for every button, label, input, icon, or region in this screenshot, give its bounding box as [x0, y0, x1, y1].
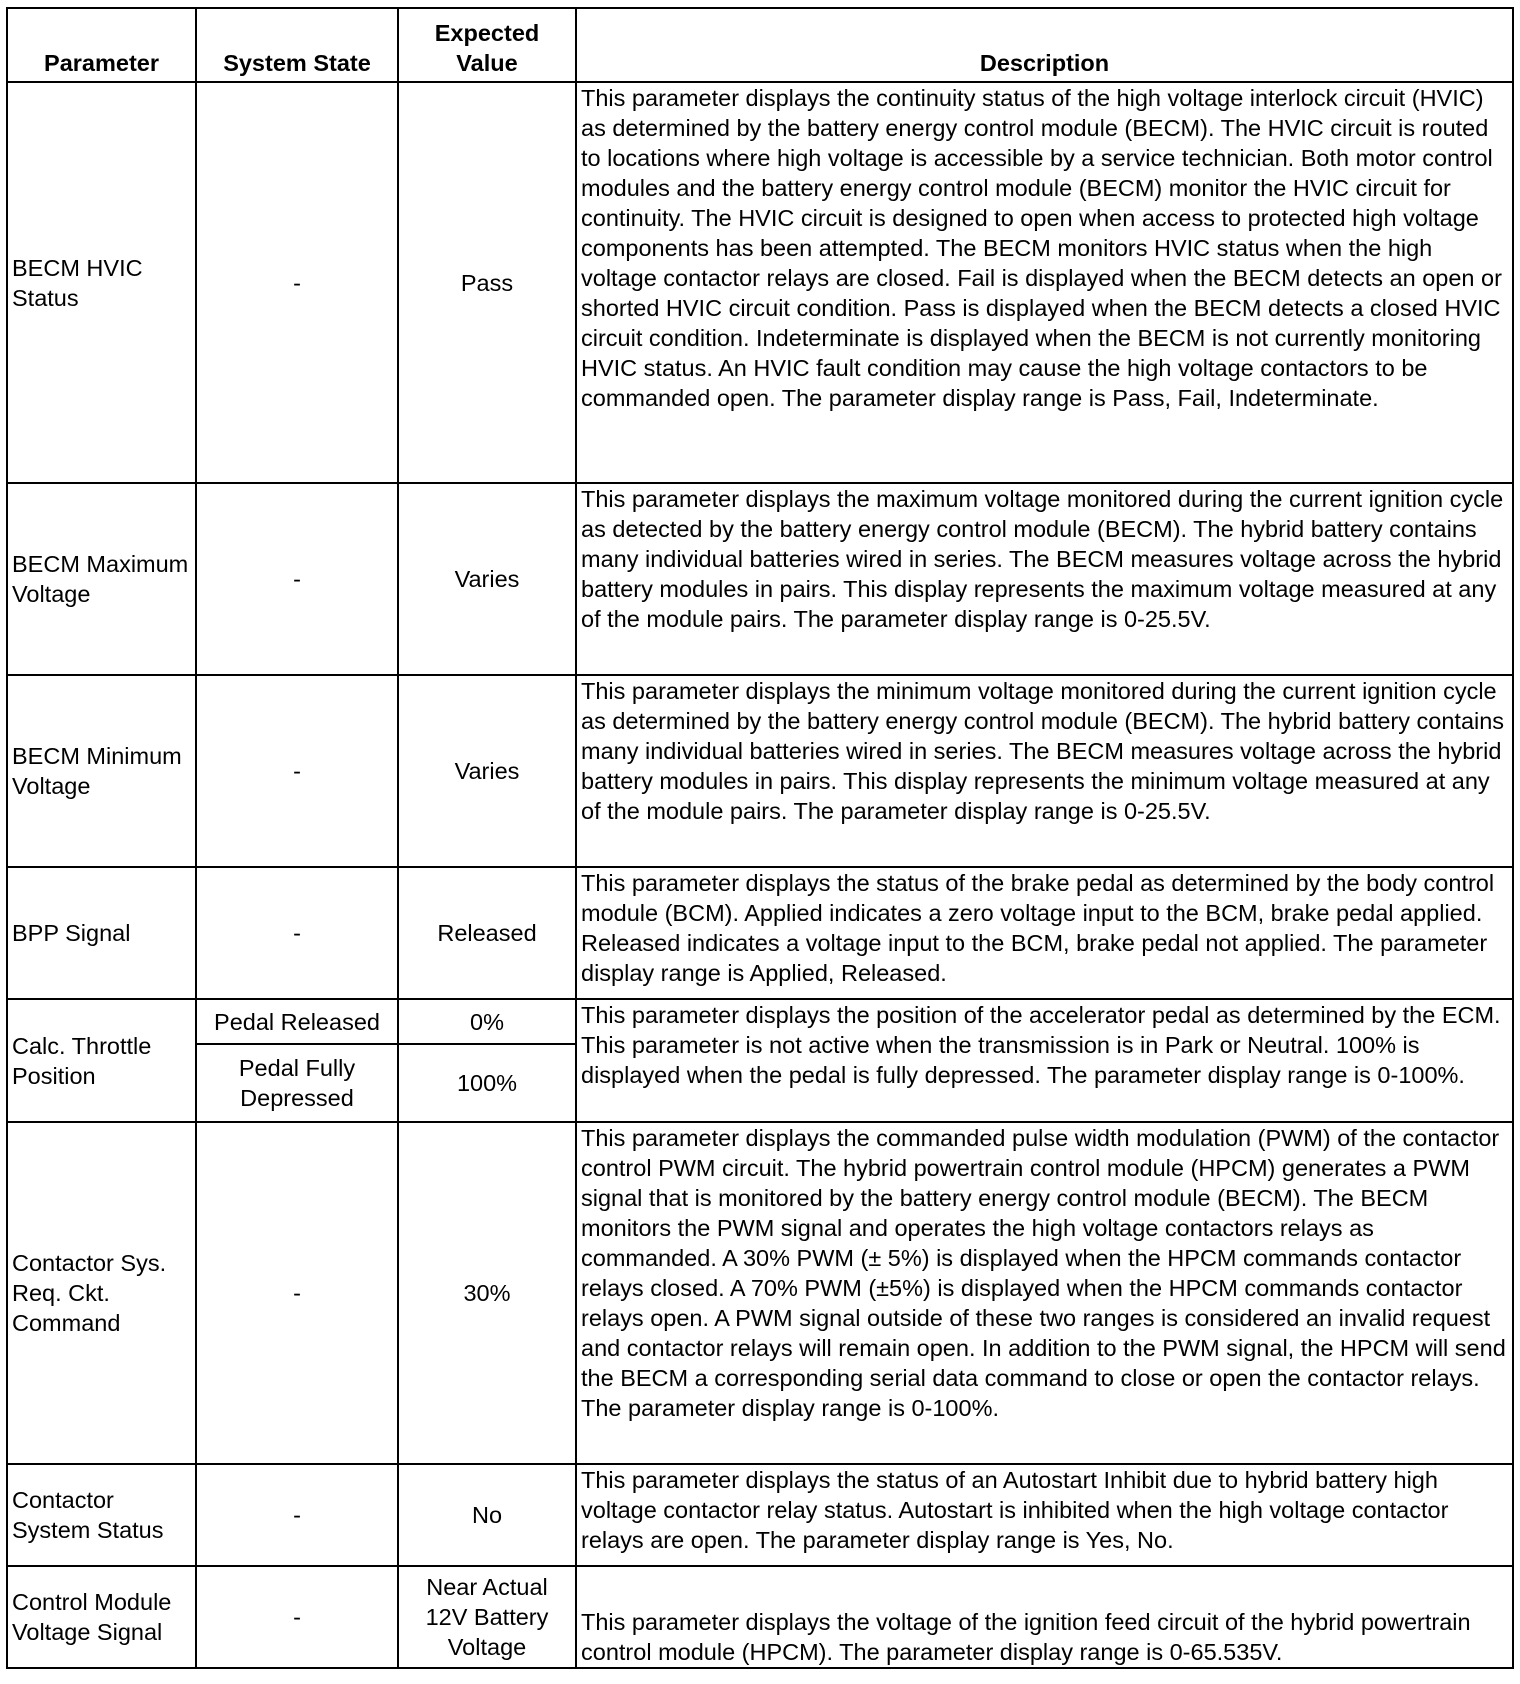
- parameter-table: [6, 7, 1514, 1669]
- header-expected-value-line2: Value: [456, 50, 518, 76]
- parameter-cell: BPP Signal: [7, 867, 196, 999]
- table-body: [7, 82, 1513, 1668]
- expected-value-cell: Released: [398, 867, 576, 999]
- table-row: [7, 1566, 1513, 1668]
- description-cell: This parameter displays the continuity status of the high voltage interlock circuit (HVIC) as determined by the battery energy control module (BECM). The HVIC circuit is routed to locations where high voltage is accessible by a service technician. Both motor control modules and the battery energy control module (BECM) monitor the HVIC circuit for continuity. The HVIC circuit is designed to open when access to protected high voltage components has been attempted. The BECM monitors HVIC status when the high voltage contactor relays are closed. Fail is displayed when the BECM detects an open or shorted HVIC circuit condition. Pass is displayed when the BECM detects a closed HVIC circuit condition. Indeterminate is displayed when the BECM is not currently monitoring HVIC status. An HVIC fault condition may cause the high voltage contactors to be commanded open. The parameter display range is Pass, Fail, Indeterminate.: [576, 82, 1513, 483]
- table-row: [7, 867, 1513, 999]
- table-row: [7, 999, 1513, 1044]
- description-cell: This parameter displays the position of the accelerator pedal as determined by the ECM. This parameter is not active when the transmission is in Park or Neutral. 100% is displayed when the pedal is fully depressed. The parameter display range is 0-100%.: [576, 999, 1513, 1122]
- system-state-cell: -: [196, 867, 398, 999]
- header-row: [7, 8, 1513, 82]
- expected-value-cell: Varies: [398, 483, 576, 675]
- table-row: [7, 483, 1513, 675]
- table-row: [7, 675, 1513, 867]
- description-cell: This parameter displays the maximum voltage monitored during the current ignition cycle as detected by the battery energy control module (BECM). The hybrid battery contains many individual batteries wired in series. The BECM measures voltage across the hybrid battery modules in pairs. This display represents the maximum voltage measured at any of the module pairs. The parameter display range is 0-25.5V.: [576, 483, 1513, 675]
- system-state-cell: -: [196, 1464, 398, 1566]
- expected-value-cell: Varies: [398, 675, 576, 867]
- system-state-cell: Pedal Released: [196, 999, 398, 1044]
- table-row: [7, 82, 1513, 483]
- system-state-cell: -: [196, 82, 398, 483]
- expected-value-cell: Pass: [398, 82, 576, 483]
- parameter-cell: BECM Maximum Voltage: [7, 483, 196, 675]
- system-state-cell: Pedal Fully Depressed: [196, 1044, 398, 1122]
- header-parameter: Parameter: [7, 8, 196, 82]
- table-row: [7, 1464, 1513, 1566]
- expected-value-cell: 100%: [398, 1044, 576, 1122]
- document-page: [6, 7, 1512, 1669]
- table-header: [7, 8, 1513, 82]
- parameter-cell: Contactor System Status: [7, 1464, 196, 1566]
- description-cell: This parameter displays the commanded pulse width modulation (PWM) of the contactor control PWM circuit. The hybrid powertrain control module (HPCM) generates a PWM signal that is monitored by the battery energy control module (BECM). The BECM monitors the PWM signal and operates the high voltage contactors relays as commanded. A 30% PWM (± 5%) is displayed when the HPCM commands contactor relays closed. A 70% PWM (±5%) is displayed when the HPCM commands contactor relays open. A PWM signal outside of these two ranges is considered an invalid request and contactor relays will remain open. In addition to the PWM signal, the HPCM will send the BECM a corresponding serial data command to close or open the contactor relays. The parameter display range is 0-100%.: [576, 1122, 1513, 1464]
- parameter-cell: Calc. Throttle Position: [7, 999, 196, 1122]
- parameter-cell: BECM HVIC Status: [7, 82, 196, 483]
- system-state-cell: -: [196, 483, 398, 675]
- description-cell: This parameter displays the minimum voltage monitored during the current ignition cycle as determined by the battery energy control module (BECM). The hybrid battery contains many individual batteries wired in series. The BECM measures voltage across the hybrid battery modules in pairs. This display represents the minimum voltage measured at any of the module pairs. The parameter display range is 0-25.5V.: [576, 675, 1513, 867]
- header-expected-value: [398, 8, 576, 82]
- description-cell: This parameter displays the voltage of the ignition feed circuit of the hybrid powertrain control module (HPCM). The parameter display range is 0-65.535V.: [576, 1566, 1513, 1668]
- expected-value-cell: No: [398, 1464, 576, 1566]
- parameter-cell: Control Module Voltage Signal: [7, 1566, 196, 1668]
- table-row: [7, 1122, 1513, 1464]
- header-description: Description: [576, 8, 1513, 82]
- description-cell: This parameter displays the status of an Autostart Inhibit due to hybrid battery high voltage contactor relay status. Autostart is inhibited when the high voltage contactor relays are open. The parameter display range is Yes, No.: [576, 1464, 1513, 1566]
- expected-value-cell: Near Actual 12V Battery Voltage: [398, 1566, 576, 1668]
- parameter-cell: BECM Minimum Voltage: [7, 675, 196, 867]
- parameter-cell: Contactor Sys. Req. Ckt. Command: [7, 1122, 196, 1464]
- expected-value-cell: 0%: [398, 999, 576, 1044]
- header-system-state: System State: [196, 8, 398, 82]
- system-state-cell: -: [196, 1122, 398, 1464]
- expected-value-cell: 30%: [398, 1122, 576, 1464]
- system-state-cell: -: [196, 675, 398, 867]
- header-expected-value-line1: Expected: [434, 20, 540, 46]
- description-cell: This parameter displays the status of the brake pedal as determined by the body control module (BCM). Applied indicates a zero voltage input to the BCM, brake pedal applied. Released indicates a voltage input to the BCM, brake pedal not applied. The parameter display range is Applied, Released.: [576, 867, 1513, 999]
- system-state-cell: -: [196, 1566, 398, 1668]
